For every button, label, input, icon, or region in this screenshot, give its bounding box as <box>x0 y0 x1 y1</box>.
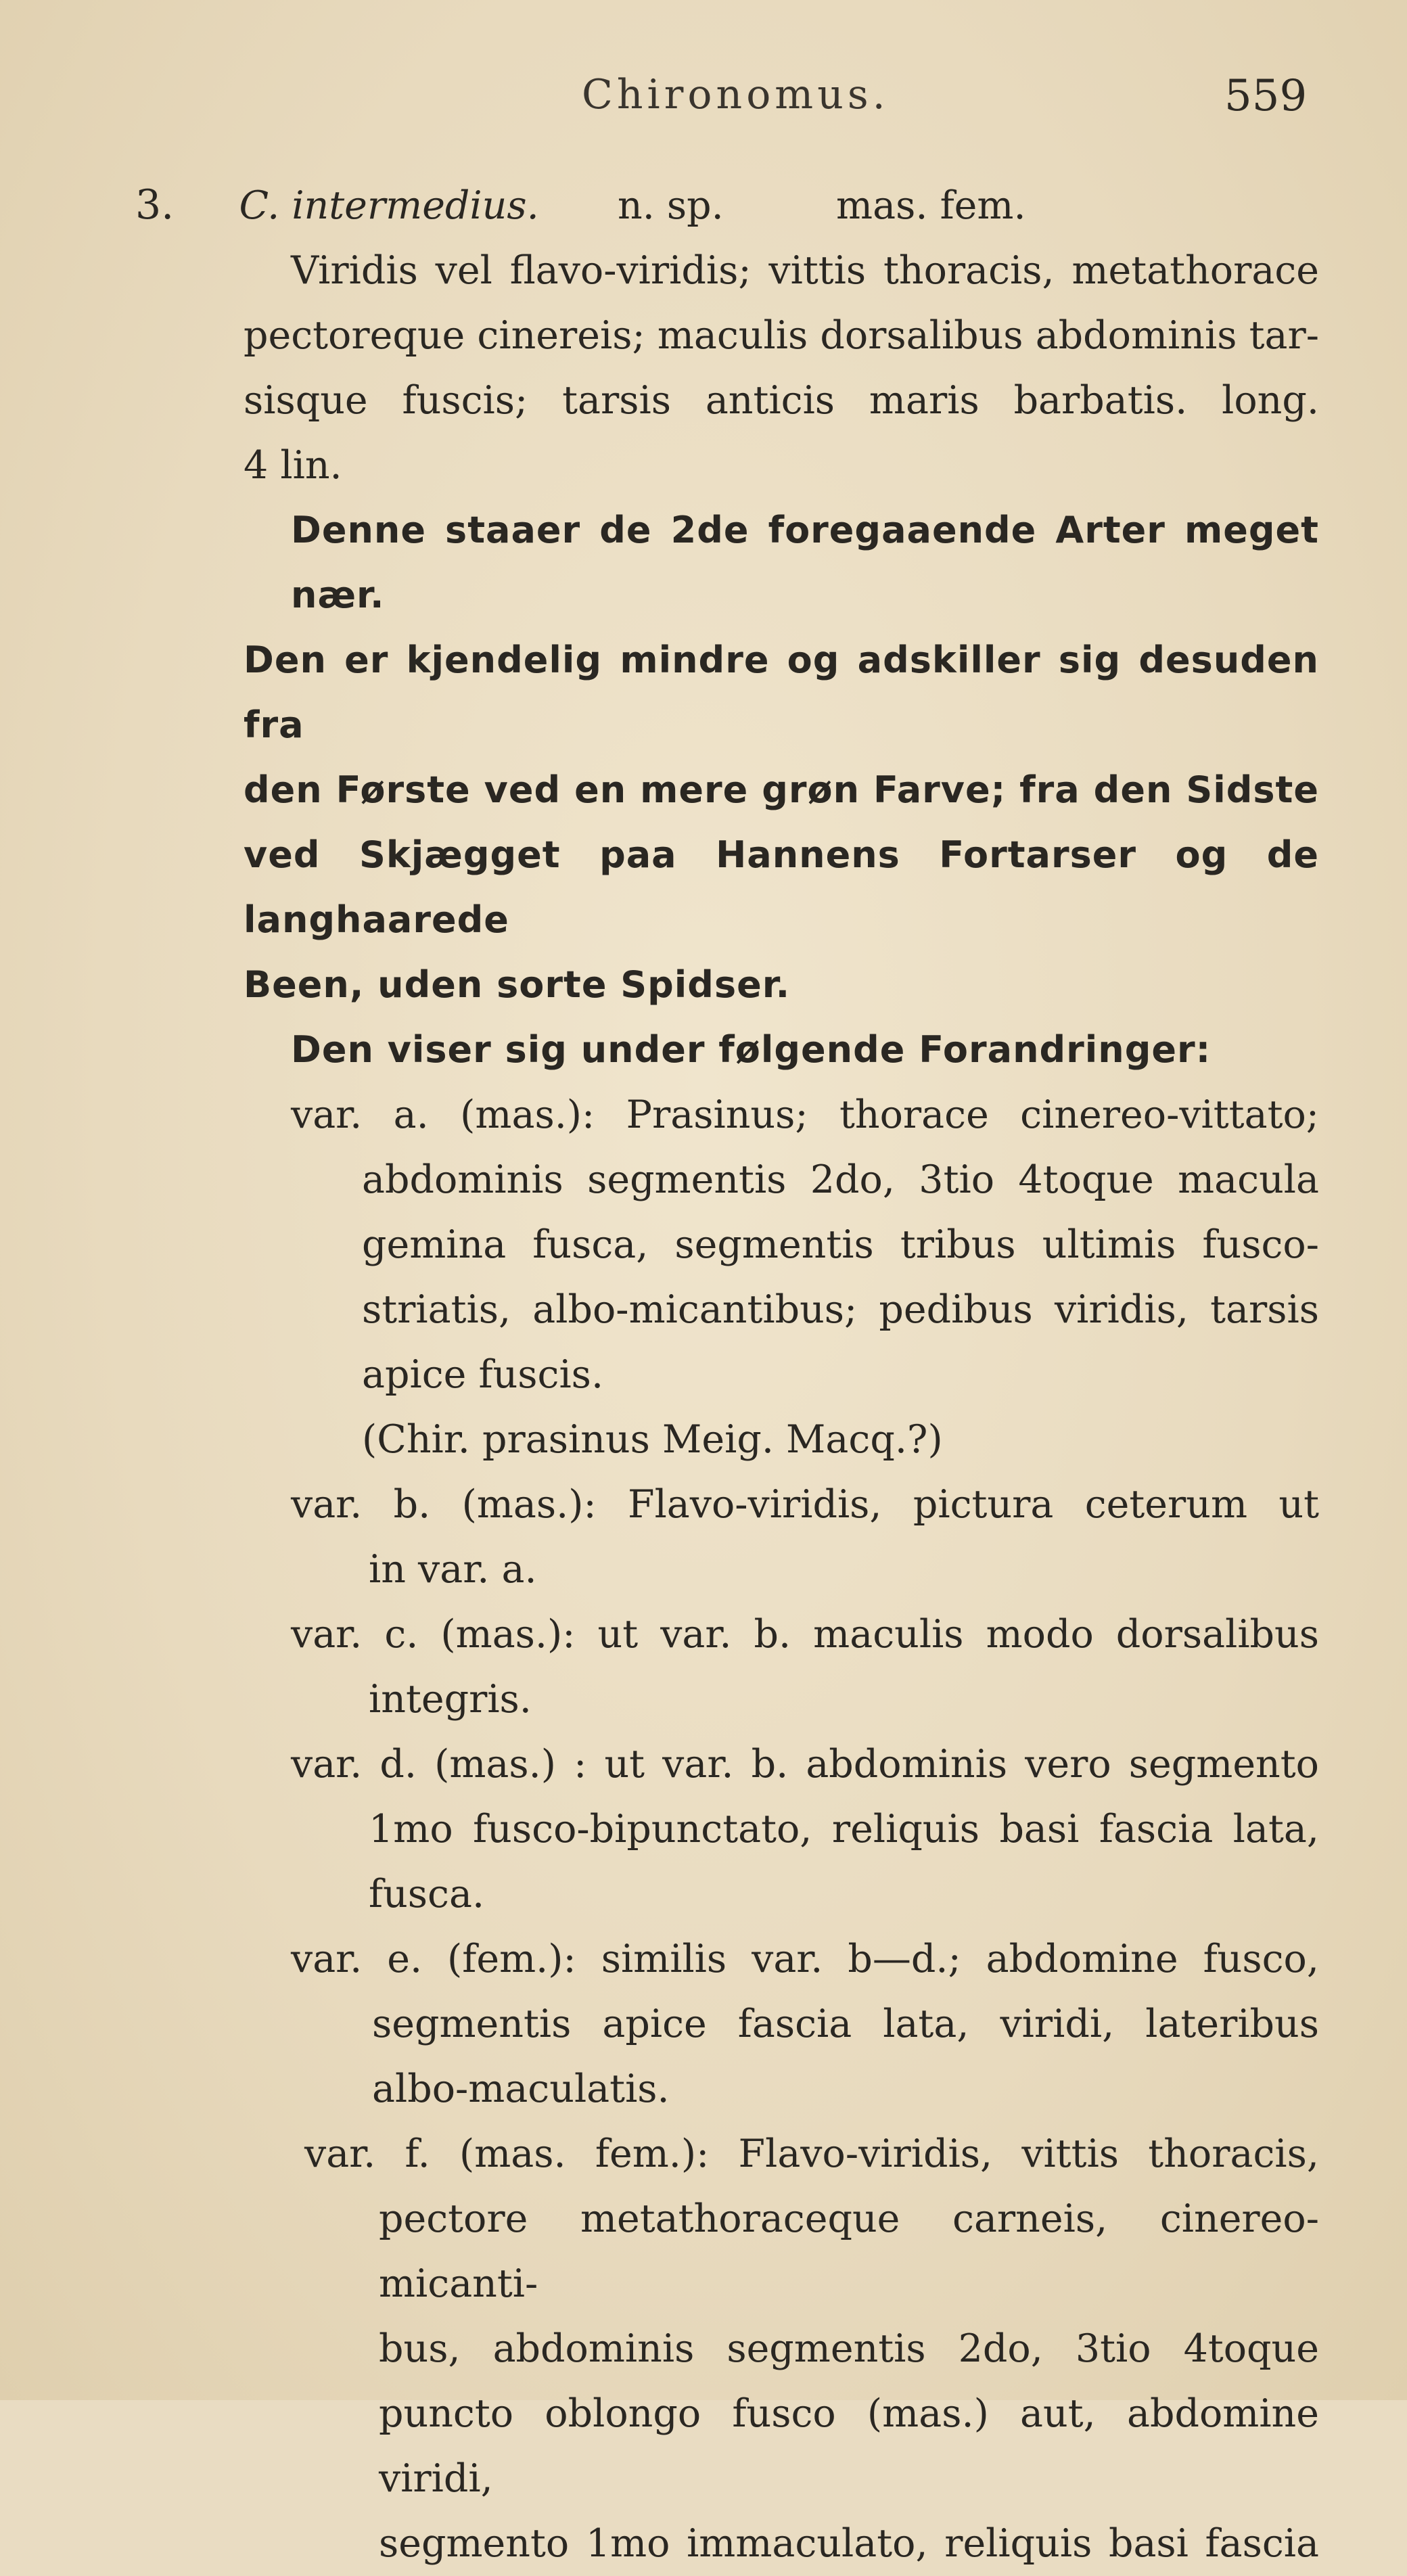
species-number: 3. <box>135 181 175 229</box>
text-line: 4 lin. <box>244 443 342 488</box>
running-title: Chironomus. <box>582 71 890 118</box>
text-line: Viridis vel flavo-viridis; vittis thoracis, metathorace <box>291 248 1319 293</box>
variety-line: var. d. (mas.) : ut var. b. abdominis vero segmento <box>291 1742 1319 1787</box>
text-line: pectore metathoraceque carneis, cinereo-micanti- <box>379 2196 1319 2306</box>
text-line: striatis, albo-micantibus; pedibus viridis, tarsis <box>362 1287 1319 1332</box>
text-line: gemina fusca, segmentis tribus ultimis fusco- <box>362 1222 1319 1267</box>
variety-line: var. b. (mas.): Flavo-viridis, pictura ceterum ut <box>291 1482 1319 1527</box>
text-line: abdominis segmentis 2do, 3tio 4toque macula <box>362 1157 1319 1202</box>
text-line: albo-maculatis. <box>372 2067 670 2111</box>
text-line: fusca. <box>369 1872 485 1916</box>
text-line: apice fuscis. <box>362 1352 604 1397</box>
species-heading <box>135 172 1319 238</box>
text-line: puncto oblongo fusco (mas.) aut, abdomine viridi, <box>379 2391 1319 2501</box>
text-line: 1mo fusco-bipunctato, reliquis basi fascia lata, <box>369 1807 1319 1852</box>
text-line: den Første ved en mere grøn Farve; fra den Sidste <box>244 768 1319 811</box>
page-number: 559 <box>1224 71 1308 121</box>
text-line: Den viser sig under følgende Forandringer: <box>291 1028 1212 1071</box>
variety-line: var. a. (mas.): Prasinus; thorace cinereo-vittato; <box>291 1092 1319 1137</box>
synonym-line: (Chir. prasinus Meig. Macq.?) <box>362 1417 943 1462</box>
species-name: C. intermedius. <box>239 183 539 228</box>
species-sexes: mas. fem. <box>836 183 1026 228</box>
text-line: Den er kjendelig mindre og adskiller sig desuden fra <box>244 639 1319 746</box>
text-line: sisque fuscis; tarsis anticis maris barbatis. long. <box>244 378 1319 423</box>
text-line: ved Skjægget paa Hannens Fortarser og de langhaarede <box>244 833 1319 941</box>
text-line: Denne staaer de 2de foregaaende Arter meget nær. <box>291 509 1319 616</box>
variety-line: var. f. (mas. fem.): Flavo-viridis, vittis thoracis, <box>304 2132 1319 2176</box>
text-line: bus, abdominis segmentis 2do, 3tio 4toque <box>379 2326 1319 2371</box>
text-line: segmento 1mo immaculato, reliquis basi fascia <box>379 2521 1319 2566</box>
variety-line: var. c. (mas.): ut var. b. maculis modo dorsalibus <box>291 1612 1319 1657</box>
page-body <box>135 172 1319 2576</box>
page-header <box>0 64 1407 139</box>
text-line: in var. a. <box>369 1547 537 1592</box>
text-line: segmentis apice fascia lata, viridi, lateribus <box>372 2002 1319 2046</box>
text-line: Been, uden sorte Spidser. <box>244 963 791 1006</box>
species-status: n. sp. <box>617 183 724 228</box>
variety-line: var. e. (fem.): similis var. b—d.; abdomine fusco, <box>291 1937 1319 1981</box>
text-line: integris. <box>369 1677 532 1722</box>
text-line: pectoreque cinereis; maculis dorsalibus abdominis tar- <box>244 313 1319 358</box>
